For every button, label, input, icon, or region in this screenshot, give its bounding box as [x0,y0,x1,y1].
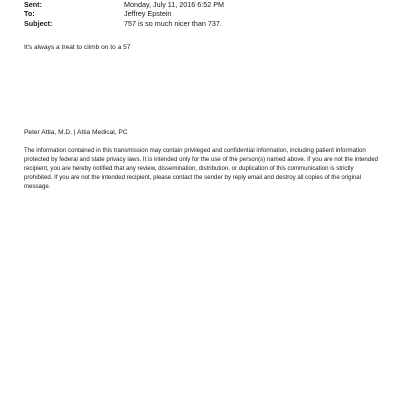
header-row-to [24,9,384,18]
confidentiality-disclaimer: The information contained in this transmission may contain privileged and confidential information, including patient information protected by federal and state privacy laws. It is intended only for the use of the person(s) named above. If you are not the intended recipient, you are hereby notified that any review, dissemination, distribution, or duplication of this communication is strictly prohibited. If you are not the intended recipient, please contact the sender by reply email and destroy all copies of the original message. [24,147,378,190]
email-header [24,0,384,28]
to-value: Jeffrey Epstein [124,9,172,19]
subject-label: Subject: [24,18,53,28]
sent-label: Sent: [24,0,42,9]
to-label: To: [24,9,35,19]
sent-value: Monday, July 11, 2016 6:52 PM [124,0,225,9]
email-signature: Peter Attia, M.D. | Attia Medical, PC [24,129,128,136]
subject-value: 757 is so much nicer than 737. [124,18,222,28]
message-body: It's always a treat to climb on to a 57 [24,44,131,51]
header-row-sent [24,0,384,9]
header-row-subject [24,19,384,28]
